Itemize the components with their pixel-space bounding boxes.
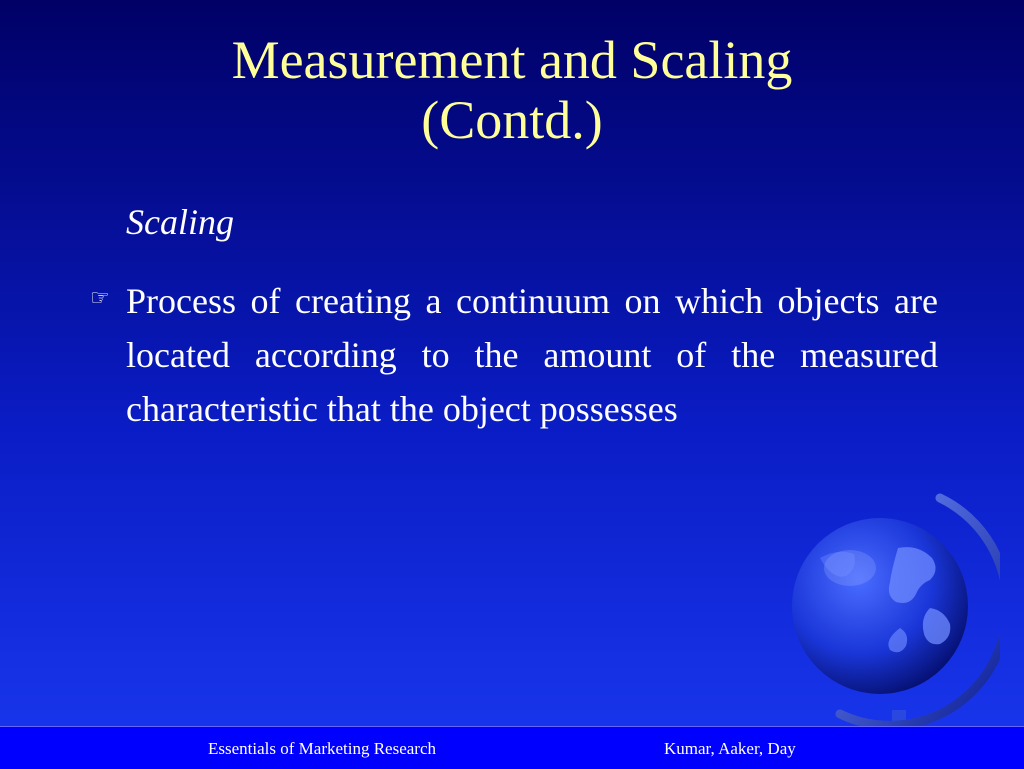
footer (0, 726, 1024, 769)
title-line-2: (Contd.) (421, 90, 603, 150)
pointing-hand-icon: ☞ (90, 285, 110, 310)
bullet-text: Process of creating a continuum on which objects are located according to the amount of the measured characteristic that the object possesses (126, 281, 938, 429)
title-line-1: Measurement and Scaling (231, 30, 793, 90)
footer-right-text: Kumar, Aaker, Day (664, 739, 796, 758)
globe-icon (780, 488, 1000, 748)
slide-title (0, 30, 1024, 150)
subheading: Scaling (126, 202, 234, 242)
footer-left-text: Essentials of Marketing Research (208, 739, 437, 758)
